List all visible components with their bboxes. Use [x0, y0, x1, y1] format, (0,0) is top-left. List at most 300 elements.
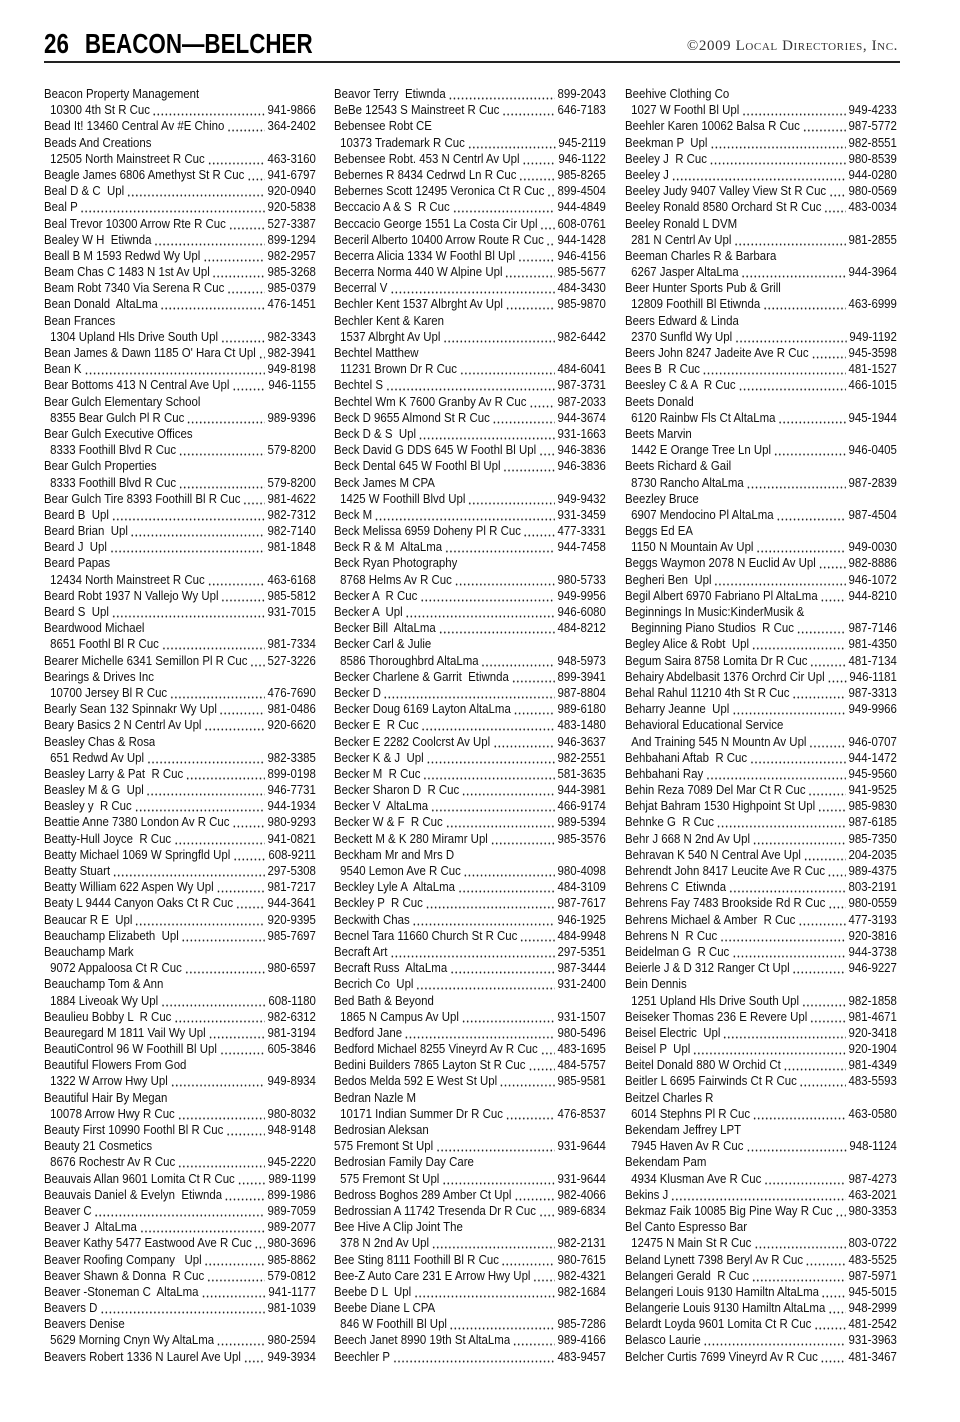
listing-entry — [334, 1041, 606, 1057]
dot-leader — [450, 960, 555, 976]
listing-name: Behrens Fay 7483 Brookside Rd R Cuc — [625, 895, 826, 911]
listing-name: Bebernes Scott 12495 Veronica Ct R Cuc — [334, 183, 545, 199]
dot-leader — [201, 1284, 266, 1300]
dot-leader — [236, 895, 265, 911]
listing-address: 1442 E Orange Tree Ln Upl — [631, 442, 772, 458]
dot-leader — [738, 377, 846, 393]
dot-leader — [232, 377, 266, 393]
dot-leader — [741, 264, 846, 280]
listing-heading — [44, 313, 316, 329]
listing-entry — [44, 879, 316, 895]
listing-name: Beers Edward & Linda — [625, 312, 739, 328]
listing-entry — [44, 653, 316, 669]
listing-name: Beagle James 6806 Amethyst St R Cuc — [44, 166, 245, 182]
dot-leader — [752, 636, 846, 652]
listing-phone: 946-0707 — [848, 733, 897, 749]
listing-name: Bechtel Matthew — [334, 345, 419, 360]
listing-phone: 944-1472 — [848, 749, 897, 765]
listing-phone: 949-9432 — [557, 490, 606, 506]
dot-leader — [792, 960, 846, 976]
dot-leader — [797, 620, 846, 636]
listing-name: Bean K — [44, 361, 82, 377]
listing-address-line — [334, 329, 606, 345]
listing-name: Behairy Abdelbasit 1376 Orchrd Cir Upl — [625, 668, 825, 684]
dot-leader — [528, 1057, 555, 1073]
listing-phone: 581-3635 — [557, 765, 606, 781]
listing-entry — [334, 669, 606, 685]
listing-name: Bebernes R 8434 Cedrwd Ln R Cuc — [334, 166, 517, 182]
listing-heading — [625, 1154, 897, 1170]
listing-name: Beaver J AltaLma — [44, 1219, 137, 1235]
listing-phone: 987-5971 — [848, 1267, 897, 1283]
listing-name: Beck R & M AltaLma — [334, 539, 443, 555]
listing-name: Beckley Lyle A AltaLma — [334, 879, 456, 895]
listing-entry — [334, 86, 606, 102]
listing-phone: 931-7015 — [267, 604, 316, 619]
listing-address: 1865 N Campus Av Upl — [340, 1008, 459, 1024]
listing-phone: 982-6312 — [267, 1008, 316, 1024]
listing-entry — [334, 1284, 606, 1300]
listing-entry — [334, 1349, 606, 1365]
listing-name: Beavers D — [44, 1300, 98, 1316]
listing-heading — [625, 86, 897, 102]
listing-phone: 946-9227 — [848, 960, 897, 976]
dot-leader — [438, 620, 555, 636]
listing-entry — [44, 1252, 316, 1268]
dot-leader — [714, 572, 846, 588]
listing-address: 6907 Mendocino Pl AltaLma — [631, 506, 774, 522]
listing-entry — [334, 199, 606, 215]
listing-name: Bekins J — [625, 1186, 669, 1202]
listing-address-line — [44, 750, 316, 766]
listing-address-line — [334, 1316, 606, 1332]
listing-name: Bekendam Pam — [625, 1154, 707, 1170]
dot-leader — [518, 248, 555, 264]
listing-entry — [625, 361, 897, 377]
listing-phone: 481-1527 — [848, 361, 897, 377]
listing-phone: 945-5015 — [848, 1283, 897, 1299]
listing-heading — [334, 475, 606, 491]
listing-heading — [44, 394, 316, 410]
listing-name: Beam Chas C 1483 N 1st Av Upl — [44, 264, 210, 280]
listing-phone: 982-1684 — [557, 1283, 606, 1299]
listing-entry — [625, 814, 897, 830]
listing-heading — [625, 458, 897, 474]
dot-leader — [720, 928, 846, 944]
listing-heading — [625, 1090, 897, 1106]
listing-phone: 944-3964 — [848, 264, 897, 280]
listing-entry — [44, 507, 316, 523]
listing-phone: 980-6597 — [267, 960, 316, 976]
dot-leader — [207, 572, 265, 588]
dot-leader — [80, 199, 265, 215]
listing-entry — [334, 183, 606, 199]
listing-address: Beginning Piano Studios R Cuc — [631, 620, 794, 636]
listing-phone: 989-4375 — [848, 863, 897, 878]
dot-leader — [220, 1041, 265, 1057]
listing-name: Beaulieu Bobby L R Cuc — [44, 1008, 172, 1024]
listing-name: Bedford Michael 8255 Vineyrd Av R Cuc — [334, 1041, 538, 1057]
listing-phone: 987-7617 — [557, 895, 606, 911]
listing-phone: 483-1480 — [557, 717, 606, 733]
listing-phone: 945-1944 — [848, 409, 897, 425]
listing-entry — [334, 264, 606, 280]
listing-phone: 980-8032 — [267, 1105, 316, 1121]
listing-name: Becker A Upl — [334, 604, 403, 619]
listing-entry — [334, 102, 606, 118]
listing-entry — [334, 1332, 606, 1348]
page-number: 26 — [44, 28, 69, 59]
listing-name: Beckham Mr and Mrs D — [334, 846, 455, 862]
listing-name: Beauchamp Tom & Ann — [44, 976, 164, 992]
listing-phone: 980-9293 — [267, 814, 316, 830]
listing-name: Bear Bottoms 413 N Central Ave Upl — [44, 377, 230, 393]
listing-address-line — [625, 993, 897, 1009]
listing-entry — [334, 1073, 606, 1089]
listing-phone: 944-7458 — [557, 539, 606, 555]
listing-address-line — [334, 572, 606, 588]
listing-heading — [625, 280, 897, 296]
dot-leader — [540, 216, 555, 232]
listing-entry — [625, 831, 897, 847]
listing-address-line — [44, 151, 316, 167]
listing-name: Beard B Upl — [44, 506, 109, 522]
dot-leader — [540, 1041, 555, 1057]
listing-phone: 463-6168 — [267, 571, 316, 587]
listing-name: Beckwith Chas — [334, 911, 410, 927]
dot-leader — [203, 248, 265, 264]
dot-leader — [390, 944, 555, 960]
dot-leader — [445, 539, 555, 555]
dot-leader — [729, 879, 846, 895]
listing-entry — [334, 928, 606, 944]
listing-name: Beasley Larry & Pat R Cuc — [44, 765, 184, 781]
listing-name: Belasco Laurie — [625, 1332, 701, 1348]
listing-phone: 987-3313 — [848, 684, 897, 700]
listing-name: Beaver C — [44, 1202, 92, 1218]
dot-leader — [111, 507, 264, 523]
listing-name: Begil Albert 6970 Fabriano Pl AltaLma — [625, 587, 818, 603]
listing-address-line — [625, 1106, 897, 1122]
listing-entry — [44, 118, 316, 134]
listing-name: Becraft Russ AltaLma — [334, 960, 448, 976]
listing-name: Bed Bath & Beyond — [334, 992, 434, 1008]
listing-phone: 981-3194 — [267, 1024, 316, 1040]
listing-name: Beauty First 10990 Foothl Bl R Cuc — [44, 1122, 224, 1137]
listing-name: Becker Sharon D R Cuc — [334, 782, 460, 798]
listing-name: Behrens Michael & Amber R Cuc — [625, 911, 796, 927]
dot-leader — [405, 604, 555, 620]
listing-address-line — [334, 863, 606, 879]
dot-leader — [204, 717, 265, 733]
listing-address-line — [334, 135, 606, 151]
listing-phone: 989-9396 — [267, 409, 316, 425]
listing-name: Beaty L 9444 Canyon Oaks Ct R Cuc — [44, 895, 234, 911]
dot-leader — [421, 717, 555, 733]
listing-phone: 484-9948 — [557, 927, 606, 943]
listing-entry — [44, 1009, 316, 1025]
listing-entry — [44, 831, 316, 847]
listing-name: Beard Papas — [44, 555, 111, 571]
listing-name: Becker E 2282 Coolcrst Av Upl — [334, 733, 491, 749]
listing-name: Beck Dental 645 W Foothl Bl Upl — [334, 458, 501, 474]
dot-leader — [100, 1300, 265, 1316]
dot-leader — [174, 831, 265, 847]
dot-leader — [110, 539, 265, 555]
listing-phone: 981-1848 — [267, 539, 316, 555]
listing-address: 1322 W Arrow Hwy Upl — [50, 1073, 168, 1089]
listing-entry — [334, 976, 606, 992]
dot-leader — [776, 507, 846, 523]
listing-address: 1027 W Foothl Bl Upl — [631, 102, 740, 118]
listing-heading — [334, 1300, 606, 1316]
listing-phone: 481-3467 — [848, 1348, 897, 1364]
dot-leader — [160, 296, 264, 312]
dot-leader — [179, 475, 265, 491]
listing-name: Beggs Waymon 2078 N Euclid Av Upl — [625, 555, 816, 571]
listing-entry — [334, 588, 606, 604]
listing-name: Beaver Roofing Company Upl — [44, 1251, 202, 1267]
listing-name: Becerra Alicia 1334 W Foothl Bl Upl — [334, 247, 516, 263]
listing-name: Beck Melissa 6959 Doheny Pl R Cuc — [334, 523, 521, 539]
listing-heading — [44, 734, 316, 750]
listing-heading — [44, 1138, 316, 1154]
listing-entry — [625, 1268, 897, 1284]
dot-leader — [671, 1187, 846, 1203]
listing-phone: 985-5812 — [267, 587, 316, 603]
listing-phone: 982-1858 — [848, 992, 897, 1008]
listing-name: Becker M R Cuc — [334, 765, 421, 781]
listing-name: Bedrosian Aleksan — [334, 1122, 429, 1137]
dot-leader — [803, 118, 846, 134]
listing-address-line — [44, 102, 316, 118]
listing-entry — [334, 523, 606, 539]
listing-address: 6014 Stephns Pl R Cuc — [631, 1105, 751, 1121]
listing-entry — [625, 798, 897, 814]
listing-phone: 980-4098 — [557, 863, 606, 878]
dot-leader — [443, 329, 555, 345]
listing-name: Beginnings In Music:KinderMusik & — [625, 604, 805, 619]
dot-leader — [723, 1025, 846, 1041]
listing-name: 575 Fremont St Upl — [334, 1138, 434, 1154]
listing-name: Bealey W H Etiwnda — [44, 231, 152, 247]
listing-phone: 981-1039 — [267, 1300, 316, 1316]
dot-leader — [187, 410, 265, 426]
listing-phone: 608-1180 — [268, 992, 316, 1008]
listing-phone: 463-2021 — [848, 1186, 897, 1202]
dot-leader — [467, 135, 555, 151]
listing-address-line — [625, 296, 897, 312]
dot-leader — [216, 879, 265, 895]
listing-name: Beavers Robert 1336 N Laurel Ave Upl — [44, 1348, 241, 1364]
listing-entry — [44, 264, 316, 280]
dot-leader — [139, 1219, 264, 1235]
listing-phone: 982-3343 — [267, 328, 316, 344]
listing-address-line — [334, 361, 606, 377]
dot-leader — [802, 993, 846, 1009]
listing-address-line — [44, 685, 316, 701]
listing-entry — [625, 928, 897, 944]
listing-phone: 481-7134 — [848, 652, 897, 668]
listing-phone: 946-6080 — [557, 604, 606, 619]
listing-address-line — [625, 102, 897, 118]
listing-name: Beauchamp Mark — [44, 943, 134, 959]
listing-entry — [334, 717, 606, 733]
listing-entry — [334, 1203, 606, 1219]
listing-heading — [44, 1316, 316, 1332]
listing-phone: 527-3226 — [267, 652, 316, 668]
listing-heading — [625, 426, 897, 442]
dot-leader — [821, 1349, 846, 1365]
dot-leader — [798, 912, 846, 928]
listing-entry — [334, 1252, 606, 1268]
listing-name: Bebensee Robt CE — [334, 118, 432, 134]
listing-name: Beatty Michael 1069 W Springfld Upl — [44, 846, 231, 862]
listing-phone: 945-2119 — [558, 134, 606, 150]
listing-entry — [625, 1025, 897, 1041]
listing-phone: 985-3268 — [267, 264, 316, 280]
listing-phone: 946-1155 — [268, 377, 316, 393]
dot-leader — [810, 653, 846, 669]
listing-address-line — [625, 734, 897, 750]
listing-name: Behrens C Etiwnda — [625, 879, 727, 895]
dot-leader — [706, 766, 846, 782]
listing-phone: 949-8198 — [267, 361, 316, 377]
listing-address: 10300 4th St R Cuc — [50, 102, 151, 118]
page-range-title: BEACON—BELCHER — [84, 28, 313, 59]
dot-leader — [94, 1203, 265, 1219]
listing-name: Becrich Co Upl — [334, 976, 414, 992]
listing-entry — [625, 588, 897, 604]
listing-entry — [625, 1316, 897, 1332]
dot-leader — [442, 1171, 555, 1187]
listing-heading — [44, 669, 316, 685]
listing-phone: 579-8200 — [267, 474, 316, 490]
page-header — [44, 28, 313, 60]
listing-entry — [44, 895, 316, 911]
listing-name: Bean Donald AltaLma — [44, 296, 158, 312]
dot-leader — [818, 555, 846, 571]
dot-leader — [113, 863, 265, 879]
listing-phone: 483-5593 — [848, 1073, 897, 1089]
listing-entry — [44, 248, 316, 264]
listing-phone: 989-4166 — [557, 1332, 606, 1348]
listing-phone: 899-4504 — [557, 183, 606, 199]
listing-name: Beets Marvin — [625, 425, 692, 441]
dot-leader — [809, 734, 846, 750]
listing-name: Bekendam Jeffrey LPT — [625, 1122, 742, 1137]
dot-leader — [455, 572, 555, 588]
listing-heading — [334, 636, 606, 652]
listing-name: Beard Robt 1937 N Vallejo Wy Upl — [44, 587, 219, 603]
listing-entry — [334, 442, 606, 458]
dot-leader — [386, 377, 555, 393]
listing-entry — [625, 1187, 897, 1203]
listing-name: Belangeri Louis 9130 Hamiltn AltaLma — [625, 1283, 819, 1299]
listing-phone: 920-9395 — [267, 911, 316, 927]
dot-leader — [431, 798, 555, 814]
listing-phone: 477-3193 — [848, 911, 897, 927]
listing-heading — [334, 847, 606, 863]
listing-phone: 980-8539 — [848, 150, 897, 166]
listing-entry — [44, 1025, 316, 1041]
listing-name: Beeley Ronald 8580 Orchard St R Cuc — [625, 199, 822, 215]
dot-leader — [221, 329, 265, 345]
listing-entry — [625, 1009, 897, 1025]
listing-name: Bechler Kent & Karen — [334, 312, 445, 328]
listing-entry — [44, 1235, 316, 1251]
listing-phone: 982-4321 — [557, 1267, 606, 1283]
listing-entry — [625, 377, 897, 393]
listing-address-line — [625, 507, 897, 523]
dot-leader — [237, 1171, 265, 1187]
header-rule — [44, 61, 900, 63]
listing-phone: 989-1199 — [268, 1170, 316, 1186]
listing-phone: 944-3738 — [848, 943, 897, 959]
listing-entry — [334, 782, 606, 798]
dot-leader — [181, 928, 264, 944]
listing-address: 8651 Foothl Bl R Cuc — [50, 636, 159, 652]
listing-name: Beierle J & D 312 Ranger Ct Upl — [625, 960, 790, 976]
listing-name: Beebe D L Upl — [334, 1283, 412, 1299]
listing-entry — [625, 847, 897, 863]
listing-heading — [334, 1154, 606, 1170]
listing-entry — [44, 1219, 316, 1235]
listing-heading — [334, 993, 606, 1009]
dot-leader — [212, 264, 265, 280]
listing-entry — [334, 280, 606, 296]
listing-name: Beaucar R E Upl — [44, 911, 133, 927]
dot-leader — [207, 1268, 265, 1284]
listing-phone: 980-3696 — [267, 1235, 316, 1251]
listing-name: Beck Ryan Photography — [334, 555, 458, 571]
dot-leader — [778, 410, 846, 426]
dot-leader — [752, 1268, 846, 1284]
listing-name: Beckley P R Cuc — [334, 895, 423, 911]
listing-entry — [334, 151, 606, 167]
listing-phone: 944-3981 — [557, 782, 606, 798]
listing-entry — [334, 296, 606, 312]
listing-phone: 985-9581 — [557, 1073, 606, 1089]
listing-phone: 981-4349 — [848, 1057, 897, 1073]
listing-phone: 484-5757 — [557, 1057, 606, 1073]
listing-name: Beauchamp Elizabeth Upl — [44, 927, 179, 943]
listing-address: 12475 N Main St R Cuc — [631, 1235, 752, 1251]
listing-phone: 989-6180 — [557, 701, 606, 717]
dot-leader — [529, 394, 555, 410]
dot-leader — [232, 814, 265, 830]
listing-entry — [44, 377, 316, 393]
listing-entry — [44, 1268, 316, 1284]
listing-entry — [334, 831, 606, 847]
listing-name: Behbahani Ray — [625, 765, 704, 781]
listing-address-line — [625, 329, 897, 345]
listing-name: Beezley Bruce — [625, 490, 699, 506]
listing-address: 12809 Foothill Bl Etiwnda — [631, 296, 761, 312]
dot-leader — [244, 1349, 265, 1365]
listing-address-line — [625, 442, 897, 458]
listing-heading — [44, 458, 316, 474]
listing-phone: 987-5772 — [848, 118, 897, 134]
listing-name: Behin Reza 7089 Del Mar Ct R Cuc — [625, 782, 806, 798]
dot-leader — [436, 1138, 555, 1154]
listing-name: Beauregard M 1811 Vail Wy Upl — [44, 1024, 206, 1040]
dot-leader — [243, 491, 265, 507]
listing-column-2 — [334, 86, 606, 1365]
dot-leader — [405, 1025, 555, 1041]
dot-leader — [247, 167, 265, 183]
listing-name: Beebe Diane L CPA — [334, 1300, 436, 1316]
